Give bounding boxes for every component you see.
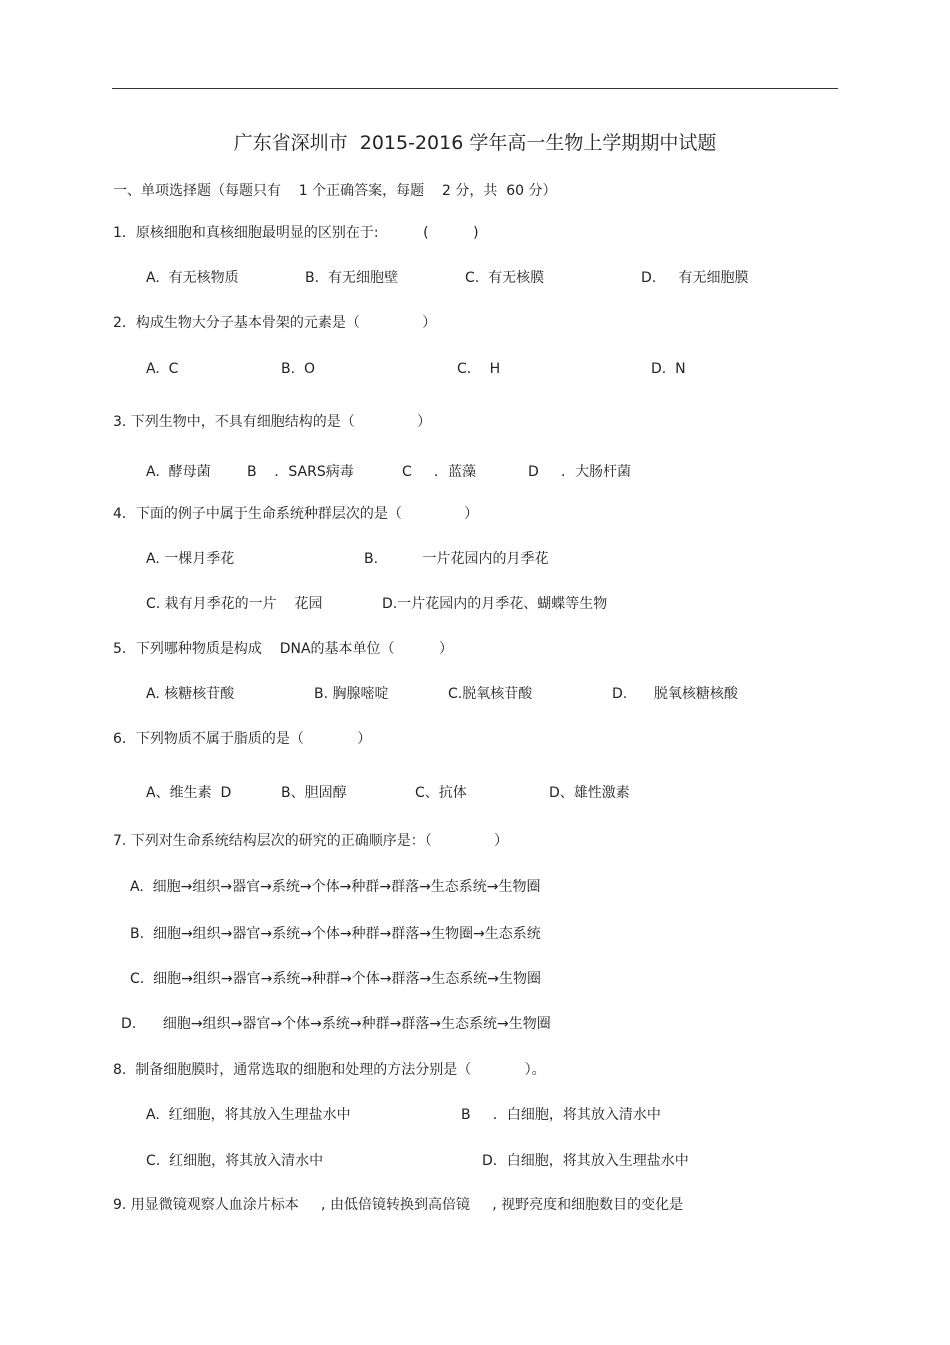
- question-6-option-c: C、抗体: [415, 785, 467, 801]
- question-2-option-b: B. O: [281, 361, 315, 377]
- question-8-option-c: C. 红细胞，将其放入清水中: [146, 1153, 324, 1169]
- question-5-option-b: B. 胸腺嘧啶: [314, 686, 389, 702]
- question-7-option-c: C. 细胞→组织→器官→系统→种群→个体→群落→生态系统→生物圈: [130, 971, 541, 987]
- question-8-option-d: D．白细胞，将其放入生理盐水中: [482, 1153, 689, 1169]
- question-5-option-a: A. 核糖核苷酸: [146, 686, 235, 702]
- question-4-option-b: B. 一片花园内的月季花: [364, 551, 549, 567]
- question-3-option-c: C ．蓝藻: [402, 464, 477, 480]
- question-8-option-a: A. 红细胞，将其放入生理盐水中: [146, 1107, 351, 1123]
- question-1-option-b: B. 有无细胞壁: [305, 270, 398, 286]
- question-6-option-a: A、维生素 D: [146, 785, 232, 801]
- question-9-stem: 9. 用显微镜观察人血涂片标本 , 由低倍镜转换到高倍镜 , 视野亮度和细胞数目的变化是: [113, 1197, 684, 1213]
- question-2-option-d: D. N: [651, 361, 686, 377]
- question-1-stem: 1．原核细胞和真核细胞最明显的区别在于: ( ): [113, 225, 479, 241]
- question-1-option-c: C. 有无核膜: [465, 270, 545, 286]
- question-3-stem: 3. 下列生物中，不具有细胞结构的是（ ）: [113, 414, 432, 430]
- question-3-option-b: B ．SARS病毒: [247, 464, 354, 480]
- question-4-option-a: A. 一棵月季花: [146, 551, 235, 567]
- question-7-option-a: A. 细胞→组织→器官→系统→个体→种群→群落→生态系统→生物圈: [130, 879, 541, 895]
- section-heading: 一、单项选择题（每题只有 1 个正确答案，每题 2 分，共 60 分）: [113, 183, 557, 199]
- question-5-stem: 5．下列哪种物质是构成 DNA的基本单位（ ）: [113, 641, 454, 657]
- question-2-option-c: C． H: [457, 361, 501, 377]
- question-1-option-d: D. 有无细胞膜: [641, 270, 749, 286]
- question-8-option-b: B ．白细胞，将其放入清水中: [461, 1107, 661, 1123]
- question-5-option-c: C.脱氧核苷酸: [448, 686, 533, 702]
- question-7-option-b: B. 细胞→组织→器官→系统→个体→种群→群落→生物圈→生态系统: [130, 926, 541, 942]
- question-4-option-d: D.一片花园内的月季花、蝴蝶等生物: [382, 596, 608, 612]
- question-6-option-d: D、雄性激素: [549, 785, 630, 801]
- question-4-stem: 4．下面的例子中属于生命系统种群层次的是（ ）: [113, 506, 479, 522]
- question-8-stem: 8. 制备细胞膜时，通常选取的细胞和处理的方法分别是（ ）。: [113, 1062, 546, 1078]
- question-6-option-b: B、胆固醇: [281, 785, 347, 801]
- question-5-option-d: D. 脱氧核糖核酸: [612, 686, 738, 702]
- page-title: 广东省深圳市 2015-2016 学年高一生物上学期期中试题: [233, 132, 717, 154]
- question-3-option-d: D ．大肠杆菌: [528, 464, 632, 480]
- question-3-option-a: A. 酵母菌: [146, 464, 211, 480]
- header-rule: [112, 88, 838, 89]
- question-7-option-d: D. 细胞→组织→器官→个体→系统→种群→群落→生态系统→生物圈: [121, 1016, 551, 1032]
- question-4-option-c: C. 栽有月季花的一片 花园: [146, 596, 323, 612]
- question-6-stem: 6．下列物质不属于脂质的是（ ）: [113, 731, 372, 747]
- question-7-stem: 7. 下列对生命系统结构层次的研究的正确顺序是：（ ）: [113, 833, 509, 849]
- question-1-option-a: A. 有无核物质: [146, 270, 239, 286]
- question-2-stem: 2．构成生物大分子基本骨架的元素是（ ）: [113, 315, 437, 331]
- question-2-option-a: A. C: [146, 361, 179, 377]
